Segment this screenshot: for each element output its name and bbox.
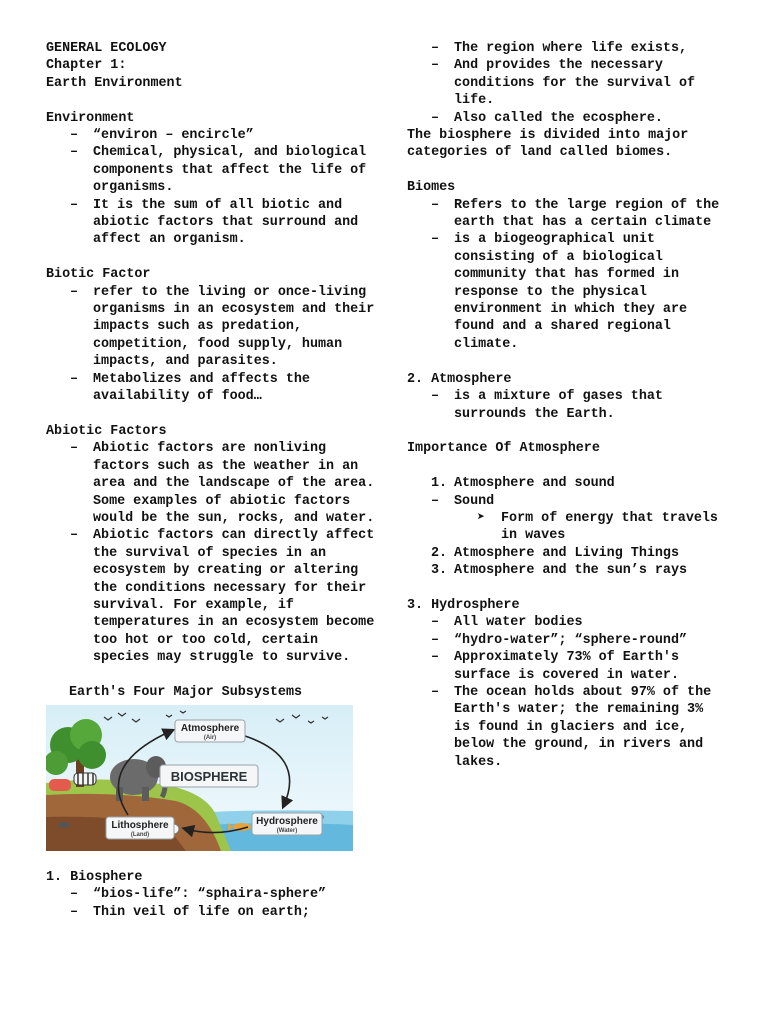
abiotic-heading: Abiotic Factors — [46, 423, 167, 439]
biosphere-label: BIOSPHERE — [170, 769, 248, 785]
bullet-item: – The ocean holds about 97% of the Earth's water; the remaining 3% is found in glaciers and ice, below the ground, in rivers and lakes. — [431, 684, 712, 770]
right-column — [407, 40, 727, 771]
bullet-item: – It is the sum of all biotic and abiotic factors that surround and affect an organism. — [70, 197, 359, 248]
numbered-item: 2. Atmosphere and Living Things — [431, 545, 679, 561]
bullet-item: – Abiotic factors can directly affect the survival of species in an ecosystem by creating or altering the conditions necessary for their survival. For example, if temperatures in an ecosystem become too hot or too cold, certain species may struggle to survive. — [70, 528, 375, 666]
bullet-item: – Abiotic factors are nonliving factors such as the weather in an area and the landscape of the area. Some examples of abiotic factors would be the sun, rocks, and water. — [70, 441, 375, 526]
biosphere-heading: 1. Biosphere — [46, 869, 143, 885]
bullet-item: – “bios-life”: “sphaira-sphere” — [70, 887, 327, 903]
bullet-item: – The region where life exists, — [431, 41, 688, 56]
atmosphere-label: Atmosphere — [180, 723, 240, 735]
bullet-item: – “environ – encircle” — [70, 128, 254, 144]
bullet-item: – “hydro-water”; “sphere-round” — [431, 632, 688, 648]
atmosphere-heading: 2. Atmosphere — [407, 371, 512, 387]
subsystems-illustration — [46, 705, 353, 851]
bullet-item: – is a biogeographical unit consisting of a biological community that has formed in response to the physical environment in which they are found and a shared regional climate. — [431, 232, 688, 352]
doc-title: GENERAL ECOLOGY — [46, 41, 167, 56]
atmosphere-sublabel: (Air) — [203, 735, 217, 742]
bullet-item: – All water bodies — [431, 615, 583, 631]
importance-heading: Importance Of Atmosphere — [407, 441, 600, 457]
lithosphere-label: Lithosphere — [111, 820, 169, 832]
bullet-item: – Also called the ecosphere. — [431, 110, 663, 126]
numbered-item: 3. Atmosphere and the sun’s rays — [431, 563, 688, 579]
arrow-bullet-item: ➤ Form of energy that travels in waves — [477, 510, 718, 544]
chapter-label: Chapter 1: — [46, 58, 127, 74]
environment-heading: Environment — [46, 110, 135, 126]
left-column — [46, 40, 376, 921]
biomes-heading: Biomes — [407, 180, 456, 196]
numbered-item: 1. Atmosphere and sound — [431, 476, 615, 492]
bullet-item: – And provides the necessary conditions for the survival of life. — [431, 58, 696, 109]
zebra-icon — [74, 773, 96, 785]
arrow-bullet-icon: ➤ — [477, 510, 486, 526]
lithosphere-sublabel: (Land) — [130, 832, 150, 839]
bullet-item: – Approximately 73% of Earth's surface is covered in water. — [431, 650, 679, 683]
subsystems-figure — [46, 705, 353, 851]
bullet-item: – Thin veil of life on earth; — [70, 904, 310, 920]
chapter-title: Earth Environment — [46, 75, 183, 91]
figure-title: Earth's Four Major Subsystems — [69, 684, 303, 700]
bullet-item: – Refers to the large region of the earth that has a certain climate — [431, 197, 720, 231]
bullet-item: – refer to the living or once-living organisms in an ecosystem and their impacts such as predation, competition, food supply, human impacts, and parasites. — [70, 284, 375, 370]
hydrosphere-label: Hydrosphere — [256, 816, 318, 828]
hydrosphere-sublabel: (Water) — [276, 828, 298, 835]
biosphere-paragraph: The biosphere is divided into major categories of land called biomes. — [407, 128, 689, 161]
bullet-item: – Sound — [431, 493, 495, 509]
bullet-item: – is a mixture of gases that surrounds the Earth. — [431, 389, 663, 422]
biotic-heading: Biotic Factor — [46, 267, 151, 283]
bullet-item: – Metabolizes and affects the availability of food… — [70, 371, 310, 405]
hydrosphere-heading: 3. Hydrosphere — [407, 597, 520, 613]
bullet-item: – Chemical, physical, and biological components that affect the life of organisms. — [70, 145, 367, 196]
